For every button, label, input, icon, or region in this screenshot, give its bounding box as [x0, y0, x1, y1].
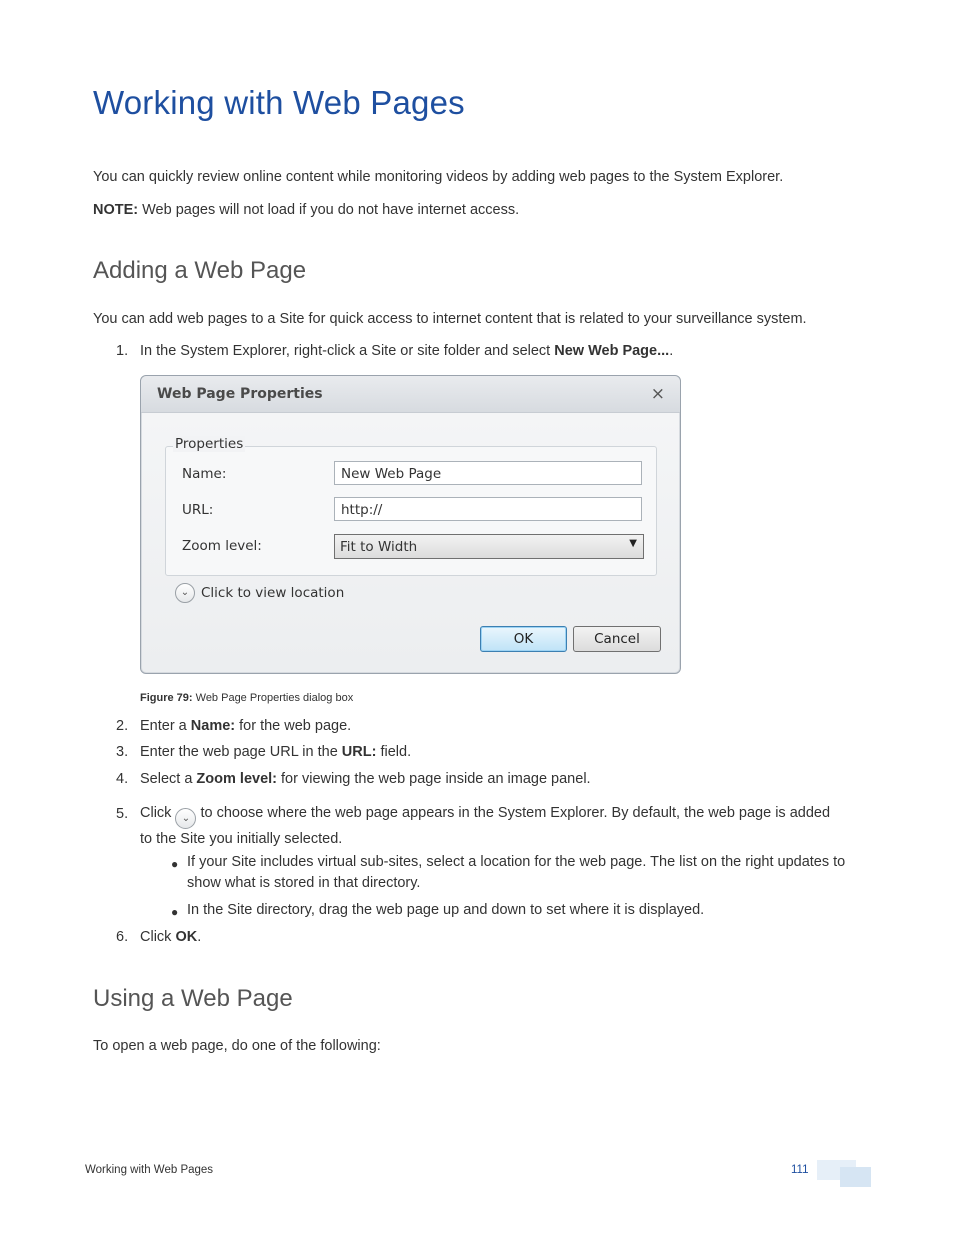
- step-4: [140, 769, 591, 790]
- bullet-item: In the Site directory, drag the web page up and down to set where it is displayed.: [187, 902, 705, 918]
- dialog-title: Web Page Properties: [157, 386, 323, 402]
- page-number: 111: [791, 1164, 809, 1176]
- step-2: [140, 716, 351, 737]
- step-1: [140, 341, 673, 362]
- note-label: NOTE:: [93, 202, 139, 218]
- section-intro-adding: You can add web pages to a Site for quick access to internet content that is related to your surveillance system.: [93, 311, 807, 327]
- step-number: 1.: [116, 343, 129, 359]
- step-number: 3.: [116, 744, 129, 760]
- cancel-button[interactable]: Cancel: [573, 626, 661, 652]
- bullet-item: If your Site includes virtual sub-sites, select a location for the web page. The list on the right updates to show what is stored in that directory.: [187, 854, 846, 891]
- step-text: for viewing the web page inside an image panel.: [277, 771, 591, 787]
- footer-decoration: [840, 1167, 871, 1187]
- zoom-level-select[interactable]: [334, 534, 644, 559]
- view-location-label[interactable]: Click to view location: [201, 585, 345, 601]
- chevron-down-icon: ⌄: [175, 808, 196, 829]
- step-bold: Zoom level:: [196, 771, 277, 787]
- step-text: .: [669, 343, 674, 359]
- intro-paragraph: You can quickly review online content while monitoring videos by adding web pages to the System Explorer.: [93, 169, 784, 185]
- note-text: Web pages will not load if you do not have internet access.: [138, 202, 520, 218]
- step-number: 6.: [116, 929, 129, 945]
- caption-label: Figure 79:: [140, 692, 193, 704]
- step-number: 5.: [116, 806, 129, 822]
- close-icon[interactable]: ×: [650, 384, 665, 404]
- url-label: URL:: [182, 502, 214, 518]
- section-heading-adding: Adding a Web Page: [93, 257, 307, 284]
- step-text: for the web page.: [235, 718, 352, 734]
- step-text: Click: [140, 805, 176, 821]
- step-5: [140, 803, 840, 850]
- zoom-level-value: Fit to Width: [340, 539, 418, 555]
- step-text: Click: [140, 929, 176, 945]
- bullet-icon: ●: [171, 905, 179, 919]
- page-title: Working with Web Pages: [93, 84, 465, 121]
- name-label: Name:: [182, 466, 227, 482]
- name-field[interactable]: New Web Page: [334, 461, 642, 485]
- ok-button[interactable]: OK: [480, 626, 567, 652]
- step-bold: OK: [175, 929, 198, 945]
- step-text: Enter a: [140, 718, 191, 734]
- step-text: In the System Explorer, right-click a Site or site folder and select: [140, 343, 555, 359]
- step-text: field.: [376, 744, 412, 760]
- step-6: [140, 927, 201, 948]
- step-number: 2.: [116, 718, 129, 734]
- step-text: Select a: [140, 771, 197, 787]
- web-page-properties-dialog: [140, 375, 681, 674]
- dialog-titlebar: [141, 376, 680, 413]
- bullet-icon: ●: [171, 857, 179, 871]
- step-bold: New Web Page...: [554, 343, 670, 359]
- zoom-level-label: Zoom level:: [182, 538, 262, 554]
- properties-group-label: Properties: [175, 436, 244, 452]
- step-number: 4.: [116, 771, 129, 787]
- step-bold: Name:: [190, 718, 236, 734]
- chevron-down-icon[interactable]: ⌄: [175, 583, 195, 603]
- step-bold: URL:: [341, 744, 377, 760]
- section-intro-using: To open a web page, do one of the following:: [93, 1038, 381, 1054]
- note-paragraph: [93, 202, 519, 218]
- step-text: Enter the web page URL in the: [140, 744, 342, 760]
- section-heading-using: Using a Web Page: [93, 985, 293, 1012]
- step-text: to choose where the web page appears in the System Explorer. By default, the web page is added to the Site you initially selected.: [140, 805, 831, 847]
- dropdown-arrow-icon: ▼: [629, 538, 637, 549]
- step-text: .: [197, 929, 202, 945]
- url-field[interactable]: http://: [334, 497, 642, 521]
- step-3: [140, 742, 411, 763]
- caption-text: Web Page Properties dialog box: [192, 692, 354, 704]
- figure-caption: [140, 692, 353, 704]
- footer-title: Working with Web Pages: [85, 1164, 214, 1176]
